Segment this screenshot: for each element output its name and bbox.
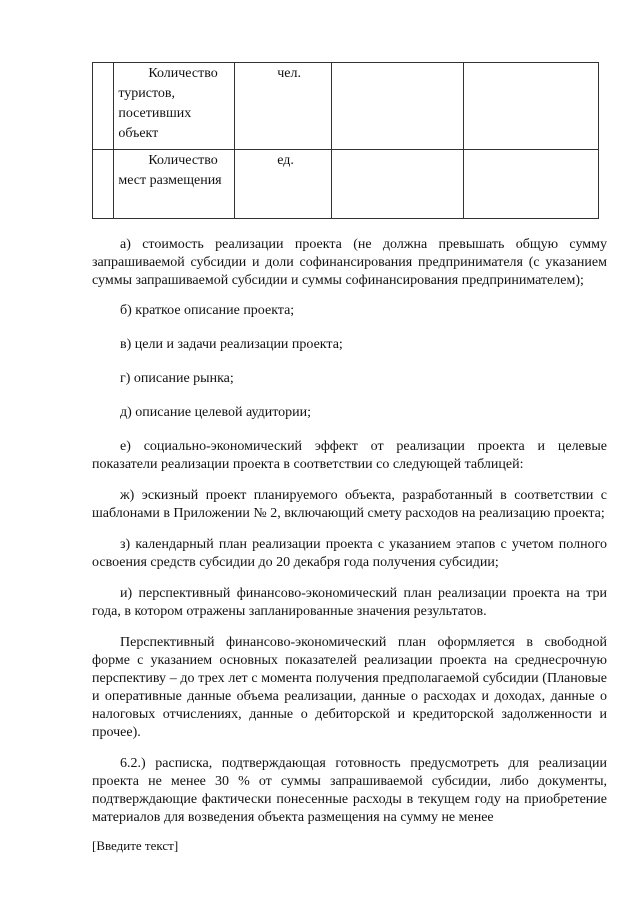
table-cell xyxy=(235,63,332,150)
paragraph-i: и) перспективный финансово-экономический план реализации проекта на три года, в котором отражены запланированные значения результатов. xyxy=(92,586,607,619)
indicator-unit: ед. xyxy=(277,153,294,168)
paragraph-a: а) стоимость реализации проекта (не должна превышать общую сумму запрашиваемой субсидии и доли софинансирования предпринимателя (с указанием суммы запрашиваемой субсидии и суммы софинансирования предпринимателем); xyxy=(92,237,607,288)
paragraph-6-2: 6.2.) расписка, подтверждающая готовность предусмотреть для реализации проекта не менее 30 % от суммы запрашиваемой субсидии, либо документы, подтверждающие фактически понесенные расходы в текущем году на приобретение материалов для возведения объекта размещения на сумму не менее xyxy=(92,756,607,825)
table-cell xyxy=(463,63,598,150)
table-cell xyxy=(331,150,463,219)
indicator-name: Количество туристов, посетивших объект xyxy=(118,66,218,141)
table-row xyxy=(93,150,599,219)
table-cell xyxy=(114,63,235,150)
paragraph-plan: Перспективный финансово-экономический план оформляется в свободной форме с указанием основных показателей реализации проекта на среднесрочную перспективу – до трех лет с момента получения предполагаемой субсидии (Плановые и оперативные данные объема реализации, данные о расходах и доходах, данные о налоговых отчислениях, данные о дебиторской и кредиторской задолженности и прочее). xyxy=(92,635,607,740)
indicator-unit: чел. xyxy=(277,66,301,81)
paragraph-g: г) описание рынка; xyxy=(120,371,234,386)
indicator-name: Количество мест размещения xyxy=(118,153,222,188)
table-row xyxy=(93,63,599,150)
table-cell xyxy=(93,150,114,219)
paragraph-d: д) описание целевой аудитории; xyxy=(120,405,312,420)
table-cell xyxy=(331,63,463,150)
paragraph-e: е) социально-экономический эффект от реализации проекта и целевые показатели реализации проекта в соответствии со следующей таблицей: xyxy=(92,439,607,472)
table-cell xyxy=(114,150,235,219)
paragraph-zh: ж) эскизный проект планируемого объекта, разработанный в соответствии с шаблонами в Приложении № 2, включающий смету расходов на реализацию проекта; xyxy=(92,488,607,521)
table-cell xyxy=(235,150,332,219)
paragraph-b: б) краткое описание проекта; xyxy=(120,303,295,318)
table-cell xyxy=(93,63,114,150)
paragraph-z: з) календарный план реализации проекта с указанием этапов с учетом полного освоения средств субсидии до 20 декабря года получения субсидии; xyxy=(92,537,607,570)
document-body xyxy=(92,236,607,827)
paragraph-v: в) цели и задачи реализации проекта; xyxy=(120,337,343,352)
indicators-table xyxy=(92,62,599,219)
table-cell xyxy=(463,150,598,219)
footer-placeholder[interactable]: [Введите текст] xyxy=(92,838,179,853)
